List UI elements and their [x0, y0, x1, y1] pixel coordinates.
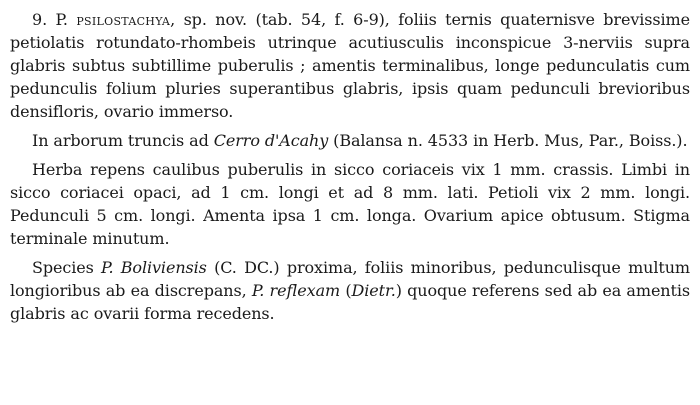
description-text: , sp. nov. (tab. 54, f. 6-9), foliis ternis quaternisve brevissime petiolatis rotundato-rhombeis utrinque acutiusculis inconspicue 3-nerviis supra glabris subtus subtillime puberulis ; amentis terminalibus, longe pedunculatis cum pedunculis folium pluries superantibus glabris, ipsis quam pedunculi brevioribus densifloris, ovario immerso. [10, 10, 690, 121]
author-abbreviation: Dietr. [351, 281, 396, 300]
document-page [10, 8, 690, 331]
species-reference-1: P. Boliviensis [101, 258, 207, 277]
species-reference-2: P. reflexam [251, 281, 341, 300]
comparison-text-c: ( [340, 281, 352, 300]
morphology-text: Herba repens caulibus puberulis in sicco coriaceis vix 1 mm. crassis. Limbi in sicco coriacei opaci, ad 1 cm. longi et ad 8 mm. lati. Petioli vix 2 mm. longi. Pedunculi 5 cm. longi. Amenta ipsa 1 cm. longa. Ovarium apice obtusum. Stigma terminale minutum. [10, 160, 690, 248]
comparison-text-b: (C. DC.) proxima, foliis minoribus, pedunculisque multum longioribus ab ea discrepans, [10, 258, 690, 300]
habitat-text-b: (Balansa n. 4533 in Herb. Mus, Par., Boiss.). [328, 131, 688, 150]
habitat-text-a: In arborum truncis ad [32, 131, 214, 150]
habitat-paragraph [10, 129, 690, 152]
comparison-text-d: ) quoque referens sed ab ea amentis glabris ac ovarii forma recedens. [10, 281, 690, 323]
locality-name: Cerro d'Acahy [213, 131, 329, 150]
species-number: 9. P. [32, 10, 77, 29]
morphology-paragraph [10, 158, 690, 250]
comparison-text-a: Species [32, 258, 102, 277]
comparison-paragraph [10, 256, 690, 325]
species-description-paragraph [10, 8, 690, 123]
species-name: psilostachya [76, 10, 171, 29]
